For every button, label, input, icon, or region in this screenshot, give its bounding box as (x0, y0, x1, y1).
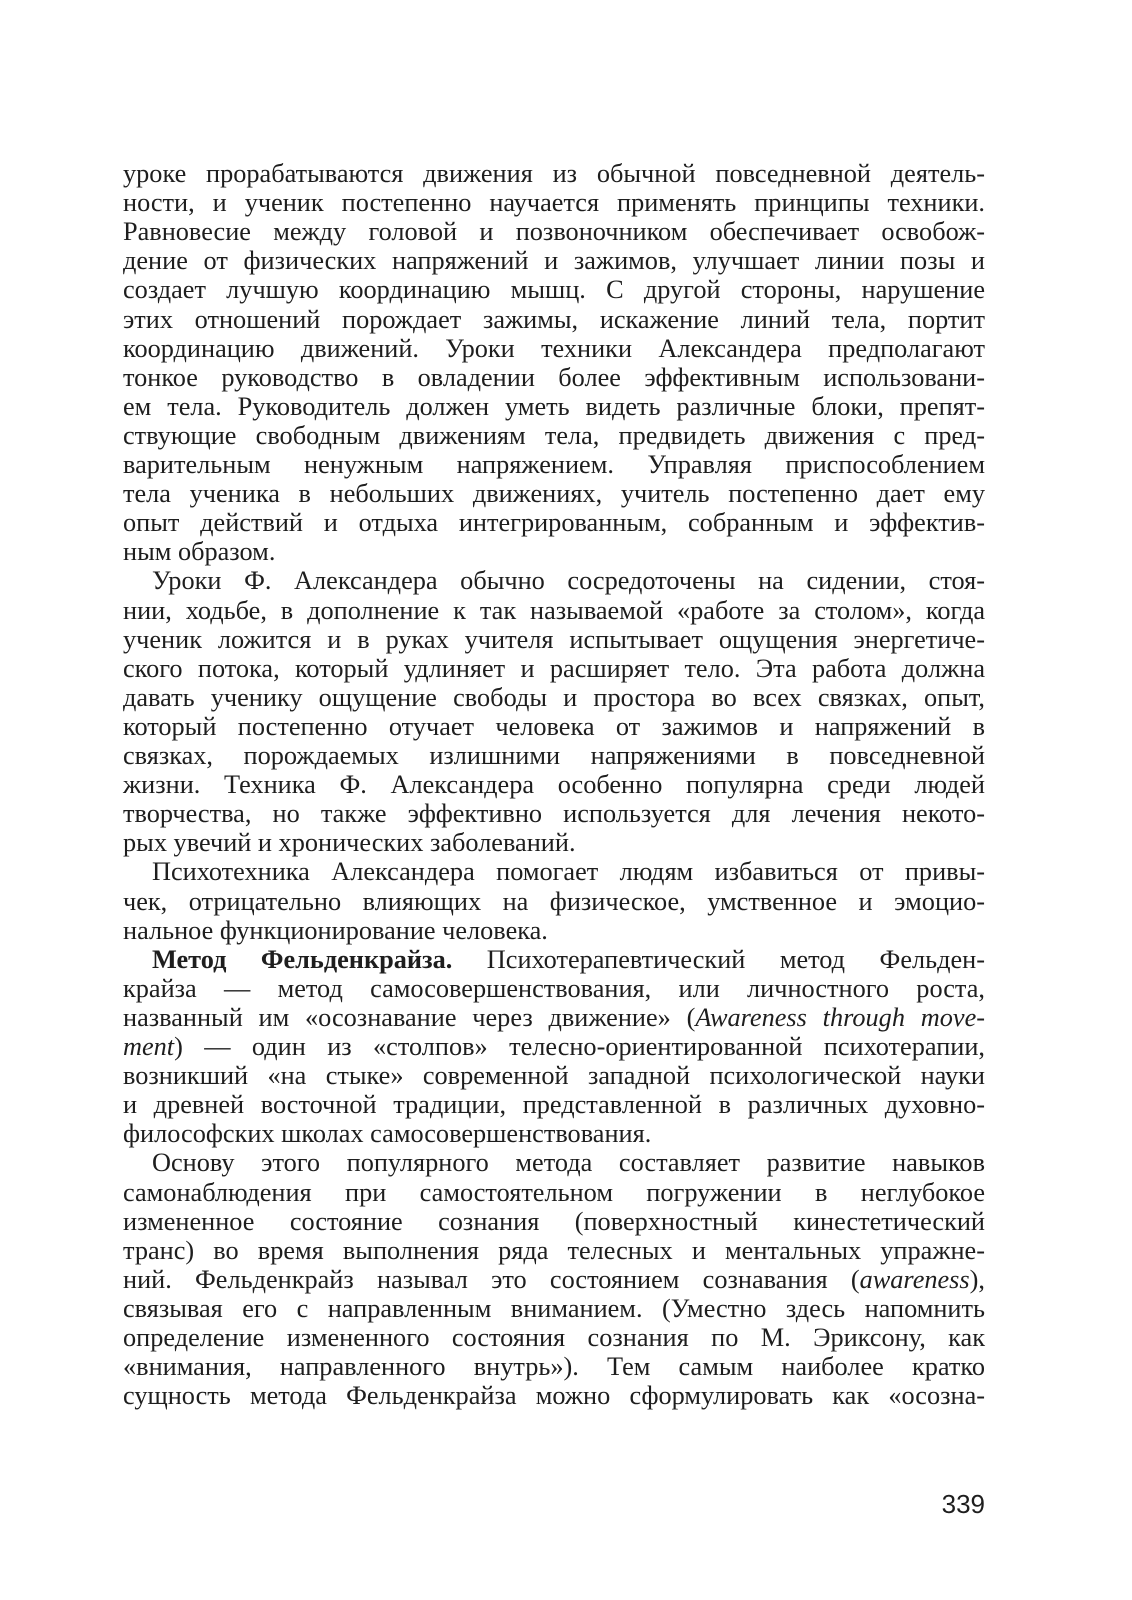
text-line (123, 798, 985, 830)
text-line (123, 1206, 985, 1238)
text-segment: опыт действий и отдыха интегрированным, собранным и эффектив- (123, 508, 985, 538)
text-segment: связывая его с направленным вниманием. (Уместно здесь напомнить (123, 1293, 985, 1323)
text-line (123, 1002, 985, 1034)
text-line (123, 595, 985, 627)
text-line (123, 536, 985, 568)
text-segment: ем тела. Руководитель должен уметь видеть различные блоки, препят- (123, 391, 985, 421)
text-line (123, 1235, 985, 1267)
text-line (123, 449, 985, 481)
text-line (123, 304, 985, 336)
text-line (123, 827, 985, 859)
text-line (152, 1147, 985, 1179)
italic-term: awareness (859, 1264, 970, 1294)
text-segment: давать ученику ощущение свободы и простора во всех связках, опыт, (123, 682, 985, 712)
text-segment: названный им «осознавание через движение» ( (123, 1002, 696, 1032)
text-segment: варительным ненужным напряжением. Управляя приспособлением (123, 450, 985, 479)
text-line (123, 362, 985, 394)
text-segment: дение от физических напряжений и зажимов, улучшает линии позы и (123, 246, 985, 276)
text-line (123, 1031, 985, 1063)
text-segment: нальное функционирование человека. (123, 915, 548, 945)
text-segment: творчества, но также эффективно используется для лечения некото- (123, 799, 985, 829)
text-line (123, 245, 985, 277)
text-line (123, 973, 985, 1005)
text-line (152, 856, 985, 888)
text-line (152, 565, 985, 597)
text-segment: нии, ходьбе, в дополнение к так называемой «работе за столом», когда (123, 595, 985, 625)
text-line (123, 1351, 985, 1383)
text-line (123, 478, 985, 510)
text-segment: определение измененного состояния сознания по М. Эриксону, как (123, 1323, 985, 1352)
text-segment: возникший «на стыке» современной западной психологической науки (123, 1061, 985, 1091)
text-line (123, 1322, 985, 1354)
text-segment: связках, порождаемых излишними напряжениями в повседневной (123, 741, 985, 770)
text-line (123, 391, 985, 423)
text-segment: измененное состояние сознания (поверхностный кинестетический (123, 1206, 985, 1236)
text-segment: ности, и ученик постепенно научается применять принципы техники. (123, 188, 985, 218)
text-segment: крайза — метод самосовершенствования, или личностного роста, (123, 973, 985, 1003)
text-segment: Психотерапевтический метод Фельден- (452, 944, 985, 974)
text-segment: создает лучшую координацию мышц. С другой стороны, нарушение (123, 275, 985, 305)
text-line (123, 1380, 985, 1412)
italic-term: Awareness through move- (695, 1002, 986, 1032)
text-line (123, 769, 985, 801)
text-segment: координацию движений. Уроки техники Александера предполагают (123, 333, 985, 363)
text-segment: уроке прорабатываются движения из обычной повседневной деятель- (123, 159, 985, 188)
text-line (123, 886, 985, 918)
text-line (123, 1177, 985, 1209)
text-line (123, 187, 985, 219)
text-line (123, 1118, 985, 1150)
text-segment: который постепенно отучает человека от зажимов и напряжений в (123, 711, 985, 741)
text-line (152, 944, 985, 976)
text-segment: ского потока, который удлиняет и расширяет тело. Эта работа должна (123, 653, 985, 683)
text-line (123, 1293, 985, 1325)
text-line (123, 158, 985, 190)
text-line (123, 1089, 985, 1121)
text-segment: ний. Фельденкрайз называл это состоянием сознавания ( (123, 1264, 860, 1294)
text-segment: самонаблюдения при самостоятельном погружении в неглубокое (123, 1177, 985, 1207)
text-line (123, 653, 985, 685)
text-line (123, 915, 985, 947)
text-segment: «внимания, направленного внутрь»). Тем самым наиболее кратко (123, 1352, 985, 1382)
text-line (123, 1060, 985, 1092)
page-number: 339 (941, 1489, 985, 1519)
text-line (123, 740, 985, 772)
text-segment: ) — один из «столпов» телесно-ориентированной психотерапии, (174, 1032, 985, 1061)
text-segment: Уроки Ф. Александера обычно сосредоточены на сидении, стоя- (152, 566, 985, 596)
text-line (123, 333, 985, 365)
text-segment: ученик ложится и в руках учителя испытывает ощущения энергетиче- (123, 624, 985, 654)
text-segment: жизни. Техника Ф. Александера особенно популярна среди людей (123, 770, 985, 800)
text-segment: Основу этого популярного метода составляет развитие навыков (152, 1148, 985, 1178)
text-segment: ), (969, 1264, 985, 1294)
text-segment: чек, отрицательно влияющих на физическое, умственное и эмоцио- (123, 886, 985, 916)
text-segment: и древней восточной традиции, представленной в различных духовно- (123, 1090, 985, 1120)
text-segment: тонкое руководство в овладении более эффективным использовани- (123, 362, 985, 392)
text-segment: сущность метода Фельденкрайза можно сформулировать как «осозна- (123, 1381, 985, 1411)
text-line (123, 420, 985, 452)
text-segment: Равновесие между головой и позвоночником обеспечивает освобож- (123, 217, 985, 247)
text-segment: ным образом. (123, 537, 276, 567)
text-segment: транс) во время выполнения ряда телесных и ментальных упражне- (123, 1235, 985, 1265)
text-segment: Психотехника Александера помогает людям избавиться от привы- (152, 857, 985, 887)
text-line (123, 507, 985, 539)
text-segment: этих отношений порождает зажимы, искажение линий тела, портит (123, 304, 985, 334)
text-line (123, 1264, 985, 1296)
text-line (123, 682, 985, 714)
text-segment: ствующие свободным движениям тела, предвидеть движения с пред- (123, 420, 985, 450)
italic-term: ment (123, 1032, 175, 1061)
section-heading: Метод Фельденкрайза. (152, 944, 453, 974)
text-segment: рых увечий и хронических заболеваний. (123, 828, 576, 858)
text-segment: философских школах самосовершенствования. (123, 1119, 652, 1149)
text-line (123, 274, 985, 306)
text-line (123, 711, 985, 743)
text-segment: тела ученика в небольших движениях, учитель постепенно дает ему (123, 479, 985, 509)
text-line (123, 216, 985, 248)
text-line (123, 624, 985, 656)
